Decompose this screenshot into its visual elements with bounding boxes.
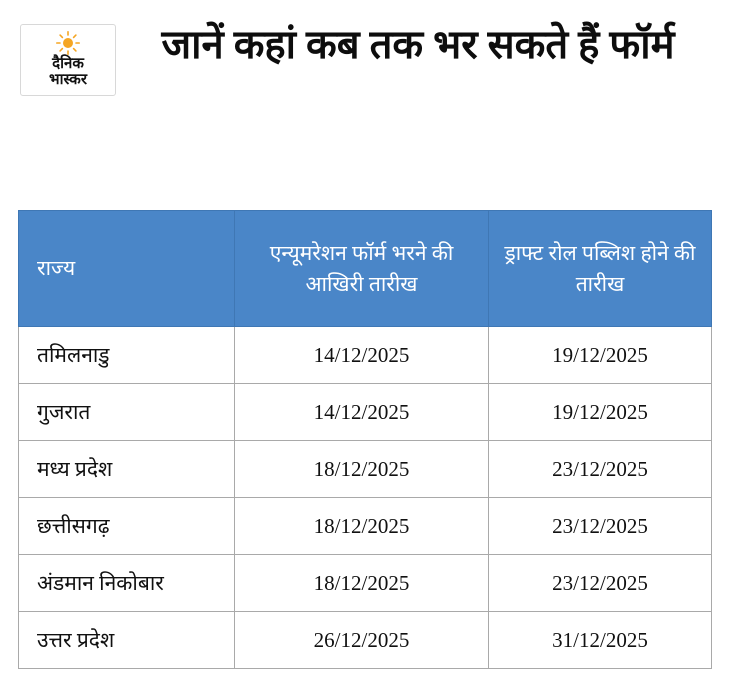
brand-name-line2: भास्कर (49, 72, 87, 88)
table-header-row (19, 211, 712, 327)
cell-form-last-date: 18/12/2025 (235, 441, 489, 498)
cell-form-last-date: 18/12/2025 (235, 555, 489, 612)
cell-draft-roll-date: 23/12/2025 (489, 498, 712, 555)
cell-draft-roll-date: 23/12/2025 (489, 441, 712, 498)
title-container (116, 18, 710, 70)
header (0, 0, 730, 96)
table-row (19, 327, 712, 384)
column-header-state: राज्य (19, 211, 235, 327)
cell-form-last-date: 14/12/2025 (235, 384, 489, 441)
cell-state: गुजरात (19, 384, 235, 441)
sun-icon (56, 31, 80, 55)
cell-draft-roll-date: 23/12/2025 (489, 555, 712, 612)
column-header-draft-roll-date: ड्राफ्ट रोल पब्लिश होने की तारीख (489, 211, 712, 327)
cell-state: मध्य प्रदेश (19, 441, 235, 498)
cell-form-last-date: 26/12/2025 (235, 612, 489, 669)
cell-draft-roll-date: 31/12/2025 (489, 612, 712, 669)
table-row (19, 555, 712, 612)
page-title: जानें कहां कब तक भर सकते हैं फॉर्म (161, 22, 675, 67)
cell-draft-roll-date: 19/12/2025 (489, 384, 712, 441)
cell-state: उत्तर प्रदेश (19, 612, 235, 669)
cell-state: अंडमान निकोबार (19, 555, 235, 612)
schedule-table (18, 210, 712, 669)
cell-state: तमिलनाडु (19, 327, 235, 384)
cell-form-last-date: 14/12/2025 (235, 327, 489, 384)
table-body (19, 327, 712, 669)
brand-logo (20, 24, 116, 96)
table-row (19, 498, 712, 555)
table-row (19, 384, 712, 441)
cell-state: छत्तीसगढ़ (19, 498, 235, 555)
cell-draft-roll-date: 19/12/2025 (489, 327, 712, 384)
table-row (19, 612, 712, 669)
table-row (19, 441, 712, 498)
table-head (19, 211, 712, 327)
column-header-form-last-date: एन्यूमरेशन फॉर्म भरने की आखिरी तारीख (235, 211, 489, 327)
schedule-table-container (18, 210, 712, 669)
brand-name-line1: दैनिक (52, 56, 84, 73)
cell-form-last-date: 18/12/2025 (235, 498, 489, 555)
